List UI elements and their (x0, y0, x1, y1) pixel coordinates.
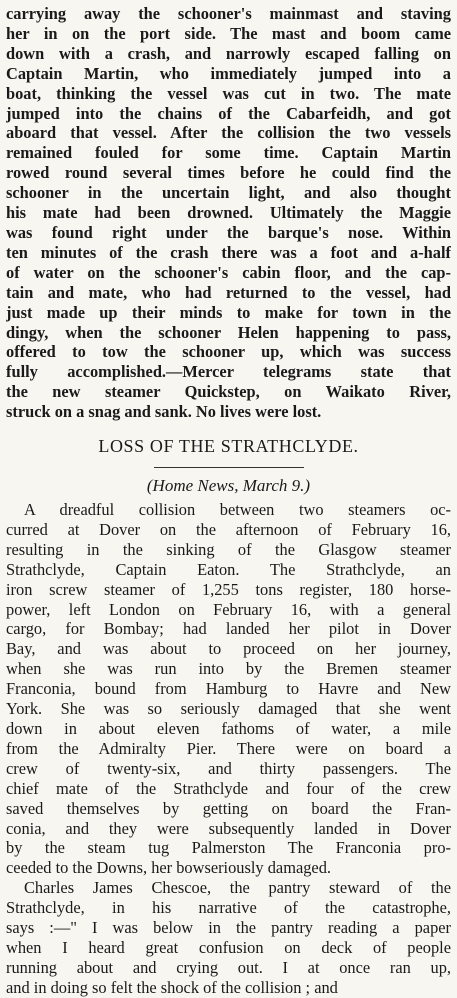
text-line: remained fouled for some time. Captain Martin (6, 143, 451, 163)
text-line: offered to tow the schooner up, which was success (6, 342, 451, 362)
article-paragraph-1 (6, 500, 451, 878)
text-line: schooner in the uncertain light, and also thought (6, 183, 451, 203)
text-line: jumped into the chains of the Cabarfeidh, and got (6, 103, 451, 123)
text-line: power, left London on February 16, with a general (6, 599, 451, 619)
text-line: Strathclyde, Captain Eaton. The Strathclyde, an (6, 559, 451, 579)
text-line: fully accomplished.—Mercer telegrams state that (6, 362, 451, 382)
text-line: was found right under the barque's nose. Within (6, 222, 451, 242)
text-line: conia, and they were subsequently landed in Dover (6, 818, 451, 838)
text-line: York. She was so seriously damaged that she went (6, 699, 451, 719)
heading-rule (154, 467, 304, 468)
article-heading: LOSS OF THE STRATHCLYDE. (98, 436, 359, 457)
text-line: Franconia, bound from Hamburg to Havre and New (6, 679, 451, 699)
text-line: ten minutes of the crash there was a foot and a-half (6, 242, 451, 262)
text-line: ceeded to the Downs, her bowseriously damaged. (6, 858, 331, 878)
text-line: of water on the schooner's cabin floor, and the cap- (6, 262, 451, 282)
text-line: curred at Dover on the afternoon of February 16, (6, 519, 451, 539)
text-line: Strathclyde, in his narrative of the catastrophe, (6, 898, 451, 918)
text-line: iron screw steamer of 1,255 tons register, 180 horse- (6, 579, 451, 599)
text-line: chief mate of the Strathclyde and four of the crew (6, 778, 451, 798)
text-line: from the Admiralty Pier. There were on board a (6, 738, 451, 758)
text-line: crew of twenty-six, and thirty passengers. The (6, 758, 451, 778)
text-line: when she was run into by the Bremen steamer (6, 659, 451, 679)
text-line: resulting in the sinking of the Glasgow steamer (6, 539, 451, 559)
article-paragraph-2 (6, 878, 451, 997)
article-source: (Home News, March 9.) (146, 476, 311, 496)
text-line: dingy, when the schooner Helen happening to pass, (6, 322, 451, 342)
text-line: says :—" I was below in the pantry reading a paper (6, 918, 451, 938)
text-line: the new steamer Quickstep, on Waikato River, (6, 382, 451, 402)
text-line: rowed round several times before he could find the (6, 163, 451, 183)
text-line: saved themselves by getting on board the Fran- (6, 798, 451, 818)
text-line: boat, thinking the vessel was cut in two. The mate (6, 83, 451, 103)
text-line: aboard that vessel. After the collision the two vessels (6, 123, 451, 143)
text-line: cargo, for Bombay; had landed her pilot in Dover (6, 619, 451, 639)
text-line: Charles James Chescoe, the pantry steward of the (24, 878, 451, 898)
text-line: down with a crash, and narrowly escaped falling on (6, 43, 451, 63)
text-line: carrying away the schooner's mainmast and staving (6, 4, 451, 23)
text-line: when I heard great confusion on deck of people (6, 937, 451, 957)
text-line: down in about eleven fathoms of water, a mile (6, 719, 451, 738)
text-line: A dreadful collision between two steamers oc- (24, 500, 451, 520)
text-line: her in on the port side. The mast and boom came (6, 23, 451, 43)
text-line: just made up their minds to make for town in the (6, 302, 451, 322)
text-line: by the steam tug Palmerston The Franconia pro- (6, 838, 451, 858)
article-continuation (6, 4, 451, 422)
text-line: tain and mate, who had returned to the vessel, had (6, 282, 451, 302)
text-line: his mate had been drowned. Ultimately the Maggie (6, 203, 451, 223)
text-line: Bay, and was about to proceed on her journey, (6, 639, 451, 659)
text-line: running about and crying out. I at once ran up, (6, 957, 451, 977)
text-line: struck on a snag and sank. No lives were lost. (6, 402, 322, 422)
text-line: and in doing so felt the shock of the collision ; and (6, 977, 338, 997)
text-line: Captain Martin, who immediately jumped into a (6, 63, 451, 83)
